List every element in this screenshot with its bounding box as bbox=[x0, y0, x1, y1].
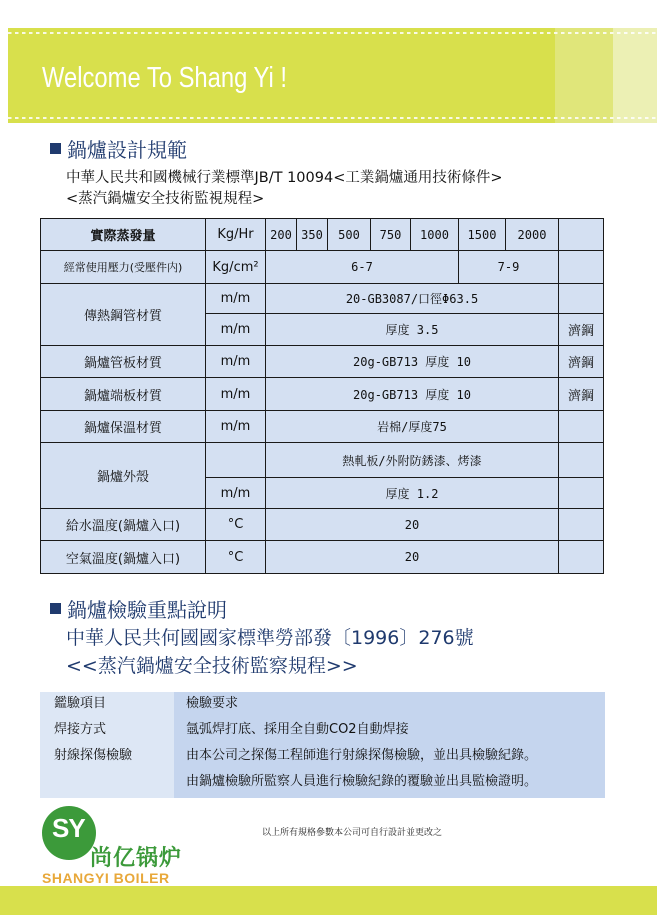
supplier-cell: 濟鋼 bbox=[559, 346, 604, 378]
logo-mark: SY bbox=[52, 813, 85, 843]
disclaimer-note: 以上所有規格參數本公司可自行設計並更改之 bbox=[262, 828, 443, 838]
unit-cell: °C bbox=[206, 509, 266, 541]
air-temp: 20 bbox=[266, 541, 559, 574]
capacity-cell: 350 bbox=[297, 219, 328, 251]
empty-cell bbox=[559, 509, 604, 541]
table-row-end-plate bbox=[41, 378, 604, 411]
empty-cell bbox=[559, 251, 604, 284]
feed-water-temp: 20 bbox=[266, 509, 559, 541]
row-label: 鍋爐外殼 bbox=[41, 443, 206, 509]
capacity-cell: 1000 bbox=[411, 219, 459, 251]
capacity-cell: 500 bbox=[328, 219, 371, 251]
insulation-spec: 岩棉/厚度75 bbox=[266, 411, 559, 443]
pressure-low: 6-7 bbox=[266, 251, 459, 284]
pipe-thickness: 厚度 3.5 bbox=[266, 314, 559, 346]
inspection-item bbox=[54, 770, 174, 796]
inspection-items-column bbox=[40, 692, 174, 798]
standard-line-1: 中華人民共何國國家標準勞部發〔1996〕276號 bbox=[66, 627, 474, 649]
unit-cell: Kg/cm² bbox=[206, 251, 266, 284]
inspection-requirement: 檢驗要求 bbox=[186, 696, 239, 711]
empty-cell bbox=[559, 443, 604, 478]
table-row-pressure bbox=[41, 251, 604, 284]
empty-cell bbox=[559, 219, 604, 251]
inspection-requirements-column bbox=[174, 692, 605, 798]
row-label: 鍋爐管板材質 bbox=[41, 346, 206, 378]
pipe-spec: 20-GB3087/口徑Φ63.5 bbox=[266, 284, 559, 314]
table-row-capacity bbox=[41, 219, 604, 251]
supplier-cell: 濟鋼 bbox=[559, 314, 604, 346]
inspection-requirement: 由本公司之探傷工程師進行射線探傷檢驗，並出具檢驗紀錄。 bbox=[186, 748, 538, 763]
logo-chinese-name: 尚亿锅炉 bbox=[90, 846, 183, 871]
row-label: 傳熱鋼管材質 bbox=[41, 284, 206, 346]
row-label: 給水溫度(鍋爐入口) bbox=[41, 509, 206, 541]
inspection-item: 鑑驗項目 bbox=[54, 696, 107, 711]
footer-bar bbox=[0, 886, 657, 915]
section-heading-text: 鍋爐檢驗重點說明 bbox=[67, 598, 227, 622]
boiler-spec-table bbox=[40, 218, 604, 574]
row-label: 空氣溫度(鍋爐入口) bbox=[41, 541, 206, 574]
table-row-tube-plate bbox=[41, 346, 604, 378]
section-heading-inspection bbox=[50, 594, 227, 623]
banner-accent-stripe-light bbox=[613, 28, 657, 123]
unit-cell: m/m bbox=[206, 346, 266, 378]
inspection-requirement: 氬弧焊打底、採用全自動CO2自動焊接 bbox=[186, 722, 409, 737]
banner-title: Welcome To Shang Yi ! bbox=[42, 62, 287, 94]
unit-cell: m/m bbox=[206, 284, 266, 314]
square-bullet-icon bbox=[50, 603, 61, 614]
capacity-cell: 750 bbox=[371, 219, 411, 251]
pressure-high: 7-9 bbox=[459, 251, 559, 284]
table-row-insulation bbox=[41, 411, 604, 443]
supplier-cell: 濟鋼 bbox=[559, 378, 604, 411]
empty-cell bbox=[559, 478, 604, 509]
inspection-item: 焊接方式 bbox=[54, 722, 107, 737]
tube-plate-spec: 20g-GB713 厚度 10 bbox=[266, 346, 559, 378]
logo-english-name: SHANGYI BOILER bbox=[42, 870, 170, 886]
unit-cell: m/m bbox=[206, 314, 266, 346]
table-row-air bbox=[41, 541, 604, 574]
banner-accent-stripe bbox=[555, 28, 613, 123]
square-bullet-icon bbox=[50, 143, 61, 154]
table-row-shell-1 bbox=[41, 443, 604, 478]
row-label: 鍋爐保溫材質 bbox=[41, 411, 206, 443]
standard-line-1: 中華人民共和國機械行業標準JB/T 10094<工業鍋爐通用技術條件> bbox=[66, 170, 503, 186]
empty-cell bbox=[559, 541, 604, 574]
unit-cell bbox=[206, 443, 266, 478]
standard-line-2: <蒸汽鍋爐安全技術監視規程> bbox=[66, 191, 265, 207]
unit-cell: °C bbox=[206, 541, 266, 574]
inspection-item: 射線探傷檢驗 bbox=[54, 748, 133, 763]
row-label: 實際蒸發量 bbox=[41, 219, 206, 251]
standard-line-2: <<蒸汽鍋爐安全技術監察規程>> bbox=[66, 655, 358, 677]
row-label: 經常使用壓力(受壓件内) bbox=[41, 251, 206, 284]
banner-dotted-border-top bbox=[8, 32, 657, 34]
capacity-cell: 200 bbox=[266, 219, 297, 251]
shell-thickness: 厚度 1.2 bbox=[266, 478, 559, 509]
unit-cell: m/m bbox=[206, 378, 266, 411]
unit-cell: m/m bbox=[206, 411, 266, 443]
unit-cell: m/m bbox=[206, 478, 266, 509]
table-row-pipe-1 bbox=[41, 284, 604, 314]
capacity-cell: 2000 bbox=[506, 219, 559, 251]
inspection-table bbox=[40, 692, 605, 798]
table-row-feed-water bbox=[41, 509, 604, 541]
banner-dotted-border-bottom bbox=[8, 117, 657, 119]
shell-material: 熱軋板/外附防銹漆、烤漆 bbox=[266, 443, 559, 478]
capacity-cell: 1500 bbox=[459, 219, 506, 251]
section-heading-design bbox=[50, 134, 187, 163]
unit-cell: Kg/Hr bbox=[206, 219, 266, 251]
row-label: 鍋爐端板材質 bbox=[41, 378, 206, 411]
empty-cell bbox=[559, 411, 604, 443]
welcome-banner bbox=[8, 28, 657, 123]
inspection-requirement: 由鍋爐檢驗所監察人員進行檢驗紀錄的覆驗並出具監檢證明。 bbox=[186, 774, 538, 789]
end-plate-spec: 20g-GB713 厚度 10 bbox=[266, 378, 559, 411]
empty-cell bbox=[559, 284, 604, 314]
company-logo bbox=[38, 803, 238, 888]
section-heading-text: 鍋爐設計規範 bbox=[67, 138, 187, 162]
